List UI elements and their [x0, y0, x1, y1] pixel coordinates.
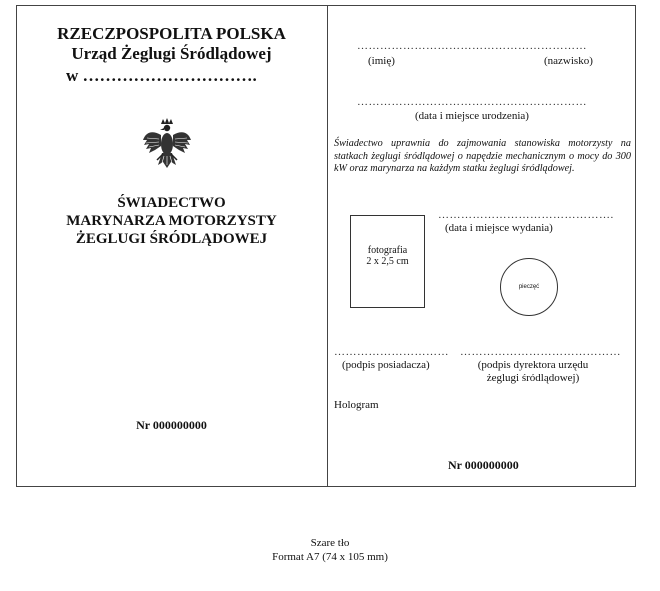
holder-signature-label: (podpis posiadacza): [342, 359, 430, 371]
director-signature-label-line-2: żeglugi śródlądowej): [486, 372, 580, 384]
hologram-label: Hologram: [334, 399, 379, 411]
surname-label: (nazwisko): [544, 55, 593, 67]
footer-format-note: Format A7 (74 x 105 mm): [272, 551, 388, 563]
photo-caption-line-2: 2 x 2,5 cm: [366, 256, 409, 267]
birth-label: (data i miejsce urodzenia): [415, 110, 529, 122]
first-name-label: (imię): [368, 55, 395, 67]
birth-dotted-line: ……………………………………………………: [357, 96, 587, 108]
issue-dotted-line: ……………………………………….: [438, 209, 614, 221]
issue-label: (data i miejsce wydania): [445, 222, 553, 234]
polish-eagle-emblem: [142, 118, 192, 178]
footer-background-note: Szare tło: [310, 537, 350, 549]
page-divider: [327, 5, 328, 487]
holder-signature-dotted-line: …………………………: [334, 346, 449, 358]
director-signature-dotted-line: ……………………………………: [460, 346, 621, 358]
photo-caption-line-1: fotografia: [367, 245, 408, 256]
right-certificate-number: Nr 000000000: [448, 458, 519, 472]
certificate-title-line-3: ŻEGLUGI ŚRÓDLĄDOWEJ: [75, 231, 268, 247]
certificate-title-line-1: ŚWIADECTWO: [117, 195, 226, 211]
left-certificate-number: Nr 000000000: [136, 418, 207, 432]
stamp-placeholder: [500, 258, 558, 316]
office-location-line: w ………………………….: [66, 66, 257, 85]
office-heading: Urząd Żeglugi Śródlądowej: [71, 44, 272, 63]
certificate-title-line-2: MARYNARZA MOTORZYSTY: [66, 213, 277, 229]
director-signature-label-line-1: (podpis dyrektora urzędu: [477, 359, 589, 371]
certificate-title: [16, 194, 327, 248]
country-heading: RZECZPOSPOLITA POLSKA: [57, 24, 286, 43]
name-dotted-line: ……………………………………………………: [357, 40, 587, 52]
photo-placeholder: [350, 215, 425, 308]
stamp-label: pieczęć: [518, 284, 540, 290]
entitlement-description: Świadectwo uprawnia do zajmowania stanowiska motorzysty na statkach żeglugi śródlądowej o napędzie mechanicznym o mocy do 300 kW oraz marynarza na każdym statku żeglugi śródlądowej.: [334, 138, 631, 174]
